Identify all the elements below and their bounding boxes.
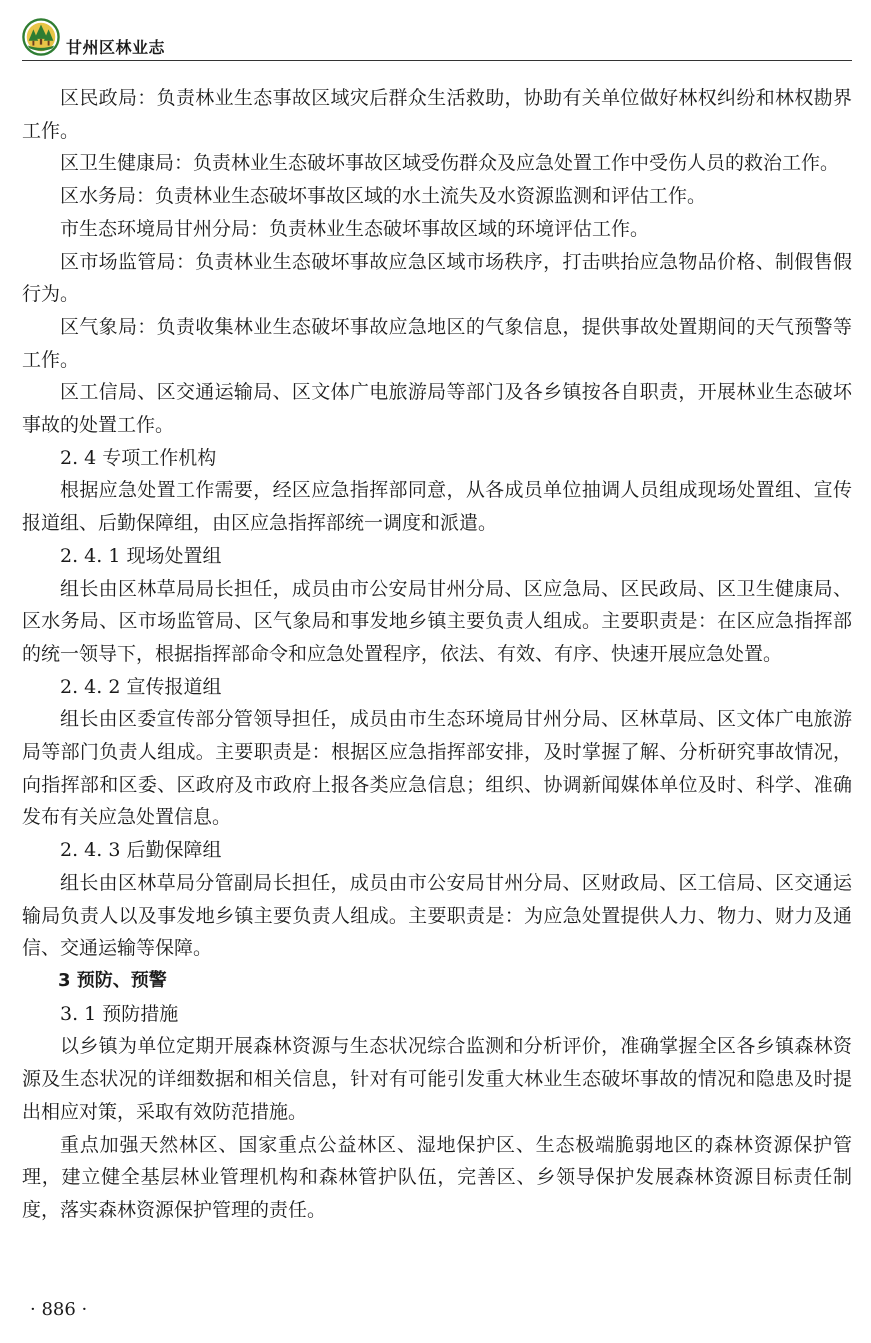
paragraph-market: 区市场监管局：负责林业生态破坏事故应急区域市场秩序，打击哄抬应急物品价格、制假售假行为。 bbox=[22, 250, 852, 306]
section-heading-2-4-3: 2. 4. 3 后勤保障组 bbox=[60, 839, 222, 862]
paragraph-publicity-group: 组长由区委宣传部分管领导担任，成员由市生态环境局甘州分局、区林草局、区文体广电旅游局等部门负责人组成。主要职责是：根据区应急指挥部安排，及时掌握了解、分析研究事故情况，向指挥部和区委、区政府及市政府上报各类应急信息；组织、协调新闻媒体单位及时、科学、准确发布有关应急处置信息。 bbox=[22, 708, 852, 829]
paragraph-weather: 区气象局：负责收集林业生态破坏事故应急地区的气象信息，提供事故处置期间的天气预警等工作。 bbox=[22, 315, 852, 371]
section-heading-2-4: 2. 4 专项工作机构 bbox=[60, 446, 217, 469]
page-number: · 886 · bbox=[30, 1299, 88, 1320]
paragraph-monitoring: 以乡镇为单位定期开展森林资源与生态状况综合监测和分析评价，准确掌握全区各乡镇森林资源及生态状况的详细数据和相关信息，针对有可能引发重大林业生态破坏事故的情况和隐患及时提出相应对策，采取有效防范措施。 bbox=[22, 1035, 852, 1123]
section-heading-2-4-2: 2. 4. 2 宣传报道组 bbox=[60, 675, 222, 698]
paragraph-environment: 市生态环境局甘州分局：负责林业生态破坏事故区域的环境评估工作。 bbox=[60, 217, 650, 240]
header-divider bbox=[22, 60, 852, 61]
paragraph-logistics-group: 组长由区林草局分管副局长担任，成员由市公安局甘州分局、区财政局、区工信局、区交通运输局负责人以及事发地乡镇主要负责人组成。主要职责是：为应急处置提供人力、物力、财力及通信、交通运输等保障。 bbox=[22, 871, 852, 960]
paragraph-protection: 重点加强天然林区、国家重点公益林区、湿地保护区、生态极端脆弱地区的森林资源保护管理，建立健全基层林业管理机构和森林管护队伍，完善区、乡领导保护发展森林资源目标责任制度，落实森林资源保护管理的责任。 bbox=[22, 1133, 852, 1221]
paragraph-onsite-group: 组长由区林草局局长担任，成员由市公安局甘州分局、区应急局、区民政局、区卫生健康局、区水务局、区市场监管局、区气象局和事发地乡镇主要负责人组成。主要职责是：在区应急指挥部的统一领导下，根据指挥部命令和应急处置程序，依法、有效、有序、快速开展应急处置。 bbox=[22, 577, 852, 665]
section-heading-2-4-1: 2. 4. 1 现场处置组 bbox=[60, 544, 222, 567]
paragraph-health: 区卫生健康局：负责林业生态破坏事故区域受伤群众及应急处置工作中受伤人员的救治工作。 bbox=[60, 152, 840, 175]
page-header bbox=[22, 18, 852, 66]
book-title: 甘州区林业志 bbox=[66, 38, 166, 57]
paragraph-working-groups: 根据应急处置工作需要，经区应急指挥部同意，从各成员单位抽调人员组成现场处置组、宣传报道组、后勤保障组，由区应急指挥部统一调度和派遣。 bbox=[22, 479, 852, 535]
forest-trees-emblem-icon bbox=[22, 18, 60, 56]
section-heading-3: 3 预防、预警 bbox=[58, 969, 167, 991]
page-body bbox=[22, 82, 852, 1227]
section-heading-3-1: 3. 1 预防措施 bbox=[60, 1002, 179, 1025]
paragraph-water: 区水务局：负责林业生态破坏事故区域的水土流失及水资源监测和评估工作。 bbox=[60, 185, 707, 208]
paragraph-other-departments: 区工信局、区交通运输局、区文体广电旅游局等部门及各乡镇按各自职责，开展林业生态破坏事故的处置工作。 bbox=[22, 381, 852, 437]
paragraph-civil-affairs: 区民政局：负责林业生态事故区域灾后群众生活救助，协助有关单位做好林权纠纷和林权勘界工作。 bbox=[22, 87, 852, 142]
